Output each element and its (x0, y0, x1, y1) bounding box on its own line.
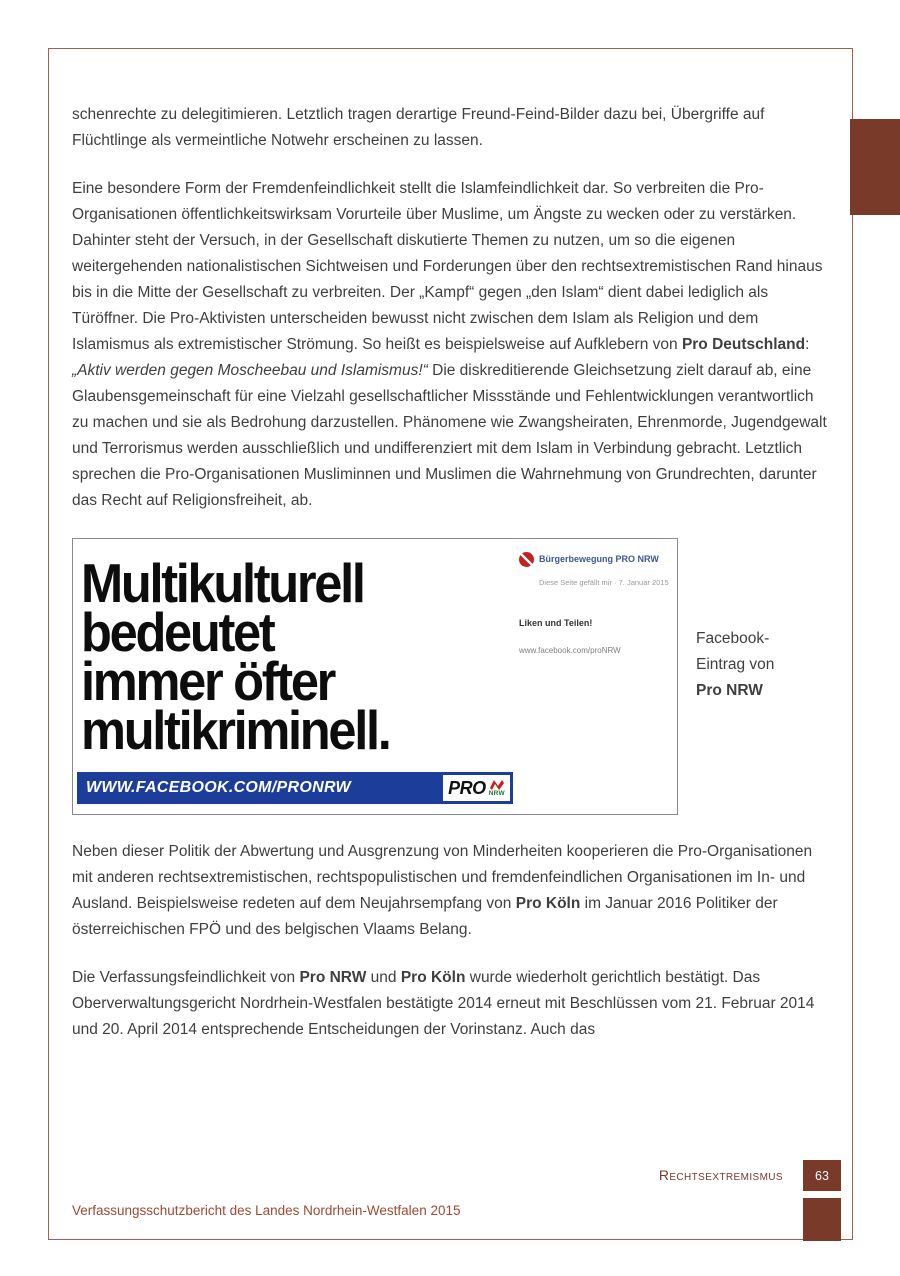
figure-caption (678, 538, 774, 815)
caption-line-bold: Pro NRW (696, 682, 763, 699)
chapter-tab (850, 119, 900, 215)
facebook-share-text: Liken und Teilen! (519, 618, 593, 628)
nrw-logo-text: NRW (488, 789, 505, 797)
headline-line: Multikulturell (81, 552, 364, 614)
facebook-post-header (519, 552, 671, 664)
facebook-url-small: www.facebook.com/proNRW (519, 646, 621, 655)
nrw-emblem-icon (489, 779, 505, 798)
facebook-page-row (519, 552, 671, 567)
footer-accent-block (803, 1198, 841, 1241)
report-title-footer: Verfassungsschutzbericht des Landes Nordrhein-Westfalen 2015 (72, 1203, 461, 1218)
caption-line: Eintrag von (696, 656, 775, 673)
headline-line: multikriminell. (81, 699, 390, 761)
headline-line: bedeutet (81, 601, 274, 663)
pro-nrw-logo (443, 775, 510, 801)
pro-logo-text: PRO (448, 778, 486, 798)
body-text-column (72, 102, 834, 1065)
body-paragraph-4: Die Verfassungsfeindlichkeit von Pro NRW und Pro Köln wurde wiederholt gerichtlich bestätigt. Das Oberverwaltungsgericht Nordrhein-Westfalen bestätigte 2014 erneut mit Beschlüssen vom 21. Februar 2014 und 20. April 2014 entsprechende Entscheidungen der Vorinstanz. Auch das (72, 969, 815, 1038)
headline-line: immer öfter (81, 650, 335, 712)
body-paragraph-2: Eine besondere Form der Fremdenfeindlichkeit stellt die Islamfeindlichkeit dar. So verbreiten die Pro-Organisationen öffentlichkeitswirksam Vorurteile über Muslime, um Ängste zu wecken oder zu verstärken. Dahinter steht der Versuch, in der Gesellschaft diskutierte Themen zu nutzen, um so die eigenen weitergehenden nationalistischen Sichtweisen und Forderungen über den rechtsextremistischen Rand hinaus bis in die Mitte der Gesellschaft zu verbreiten. Der „Kampf“ gegen „den Islam“ dient dabei lediglich als Türöffner. Die Pro-Aktivisten unterscheiden bewusst nicht zwischen dem Islam als Religion und dem Islamismus als extremistischer Strömung. So heißt es beispielsweise auf Aufklebern von Pro Deutschland: „Aktiv werden gegen Moscheebau und Islamismus!“ Die diskreditierende Gleichsetzung zielt darauf ab, eine Glaubensgemeinschaft für eine Vielzahl gesellschaftlicher Missstände und Fehlentwicklungen verantwortlich zu machen und sie als Bedrohung darzustellen. Phänomene wie Zwangsheiraten, Ehrenmorde, Jugendgewalt und Terrorismus werden ausschließlich und undifferenziert mit dem Islam in Verbindung gebracht. Letztlich sprechen die Pro-Organisationen Musliminnen und Muslimen die Wahrnehmung von Grundrechten, darunter das Recht auf Religionsfreiheit, ab. (72, 180, 827, 509)
page-number-badge: 63 (803, 1160, 841, 1191)
caption-line: Facebook- (696, 630, 770, 647)
body-paragraph-3: Neben dieser Politik der Abwertung und Ausgrenzung von Minderheiten kooperieren die Pro-Organisationen mit anderen rechtsextremistischen, rechtspopulistischen und fremdenfeindlichen Organisationen im In- und Ausland. Beispielsweise redeten auf dem Neujahrsempfang von Pro Köln im Januar 2016 Politiker der österreichischen FPÖ und des belgischen Vlaams Belang. (72, 843, 813, 938)
facebook-post-image (72, 538, 678, 815)
facebook-page-name: Bürgerbewegung PRO NRW (539, 554, 659, 564)
nrw-flag-icon (489, 779, 505, 791)
figure-row (72, 538, 834, 815)
body-paragraph-1: schenrechte zu delegitimieren. Letztlich tragen derartige Freund-Feind-Bilder dazu bei, Übergriffe auf Flüchtlinge als vermeintliche Notwehr erscheinen zu lassen. (72, 106, 765, 149)
post-headline (81, 552, 390, 761)
pro-nrw-avatar-icon (519, 552, 534, 567)
footer-section-label: Rechtsextremismus (658, 1167, 783, 1183)
facebook-post-meta: Diese Seite gefällt mir · 7. Januar 2015 (539, 578, 669, 587)
facebook-url-banner (77, 772, 513, 804)
banner-url-text: WWW.FACEBOOK.COM/PRONRW (86, 779, 351, 796)
